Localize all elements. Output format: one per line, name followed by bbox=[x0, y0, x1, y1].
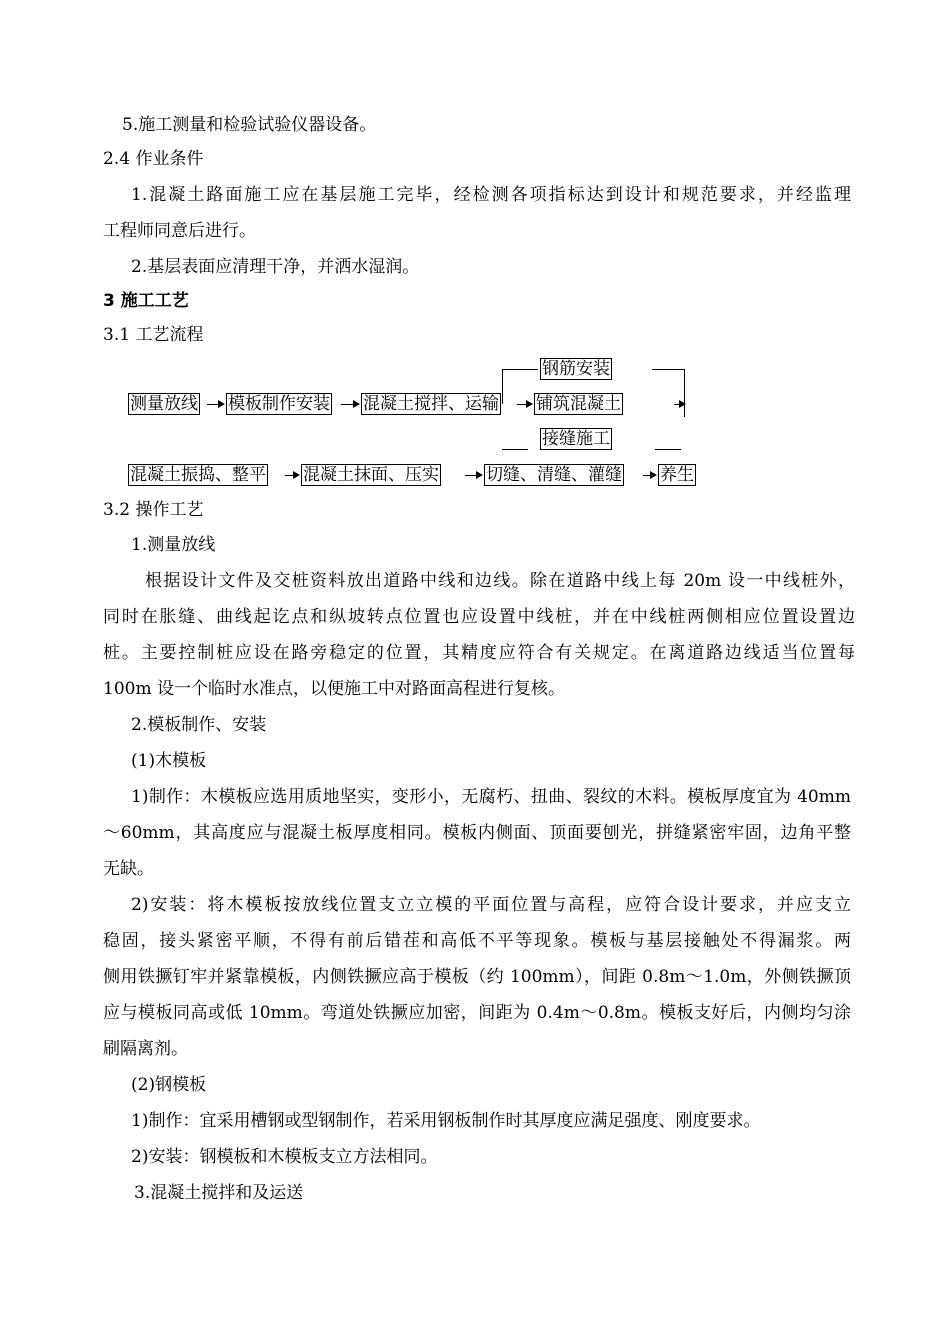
wood-make-line-3: 无缺。 bbox=[103, 859, 154, 879]
flow-box-vibrate: 混凝土振捣、整平 bbox=[130, 465, 266, 485]
flow-box-joints: 切缝、清缝、灌缝 bbox=[486, 465, 622, 485]
arrow-right-icon bbox=[650, 471, 657, 479]
bracket-line bbox=[684, 369, 685, 417]
flow-box-finish: 混凝土抹面、压实 bbox=[303, 465, 439, 485]
arrow-right-icon bbox=[679, 400, 686, 408]
para-survey-line-2: 同时在胀缝、曲线起讫点和纵坡转点位置也应设置中线桩，并在中线桩两侧相应位置设置边 bbox=[103, 607, 855, 627]
item-1-title: 1.测量放线 bbox=[131, 535, 216, 555]
arrow-right-icon bbox=[293, 471, 300, 479]
wood-make-line-2: ～60mm，其高度应与混凝土板厚度相同。模板内侧面、顶面要刨光，拼缝紧密牢固，边角平整 bbox=[103, 823, 851, 843]
steel-install: 2)安装：钢模板和木模板支立方法相同。 bbox=[131, 1147, 438, 1167]
arrow-right-icon bbox=[353, 400, 360, 408]
wood-install-line-5: 刷隔离剂。 bbox=[103, 1039, 188, 1059]
wood-formwork-title: (1)木模板 bbox=[131, 751, 207, 771]
bracket-line bbox=[502, 369, 503, 404]
wood-install-line-4: 应与模板同高或低 10mm。弯道处铁撅应加密，间距为 0.4m～0.8m。模板支好后，内侧均匀涂 bbox=[103, 1003, 851, 1023]
flow-box-survey: 测量放线 bbox=[130, 394, 198, 414]
flow-box-curing: 养生 bbox=[660, 465, 694, 485]
section-3-heading: 3 施工工艺 bbox=[103, 291, 189, 311]
para-survey-line-3: 桩。主要控制桩应设在路旁稳定的位置，其精度应符合有关规定。在离道路边线适当位置每 bbox=[103, 643, 855, 663]
steel-formwork-title: (2)钢模板 bbox=[131, 1075, 207, 1095]
flow-box-mixing: 混凝土搅拌、运输 bbox=[363, 394, 499, 414]
section-3-2-heading: 3.2 操作工艺 bbox=[103, 500, 204, 520]
section-3-1-heading: 3.1 工艺流程 bbox=[103, 325, 204, 345]
flow-box-paving: 铺筑混凝土 bbox=[536, 394, 621, 414]
item-3-title: 3.混凝土搅拌和及运送 bbox=[134, 1183, 304, 1203]
wood-install-line-3: 侧用铁撅钉牢并紧靠模板，内侧铁撅应高于模板（约 100mm），间距 0.8m～1.0m，外侧铁撅顶 bbox=[103, 967, 851, 987]
steel-make: 1)制作：宜采用槽钢或型钢制作，若采用钢板制作时其厚度应满足强度、刚度要求。 bbox=[131, 1111, 761, 1131]
condition-1-line-2: 工程师同意后进行。 bbox=[103, 221, 256, 241]
flow-box-rebar: 钢筋安装 bbox=[542, 359, 610, 379]
flow-box-formwork: 模板制作安装 bbox=[228, 394, 330, 414]
bracket-line bbox=[655, 449, 681, 450]
wood-make-line-1: 1)制作：木模板应选用质地坚实，变形小，无腐朽、扭曲、裂纹的木料。模板厚度宜为 40mm bbox=[131, 787, 851, 807]
flow-box-joint: 接缝施工 bbox=[542, 429, 610, 449]
bracket-line bbox=[502, 449, 528, 450]
condition-1-line-1: 1.混凝土路面施工应在基层施工完毕，经检测各项指标达到设计和规范要求，并经监理 bbox=[131, 185, 851, 205]
arrow-right-icon bbox=[526, 400, 533, 408]
equipment-item-5: 5.施工测量和检验试验仪器设备。 bbox=[122, 115, 377, 135]
wood-install-line-1: 2)安装：将木模板按放线位置支立立模的平面位置与高程，应符合设计要求，并应支立 bbox=[131, 895, 851, 915]
item-2-title: 2.模板制作、安装 bbox=[131, 715, 267, 735]
bracket-line bbox=[652, 369, 684, 370]
wood-install-line-2: 稳固，接头紧密平顺，不得有前后错茬和高低不平等现象。模板与基层接触处不得漏浆。两 bbox=[103, 931, 851, 951]
bracket-line bbox=[502, 369, 538, 370]
arrow-right-icon bbox=[476, 471, 483, 479]
para-survey-line-4: 100m 设一个临时水准点，以便施工中对路面高程进行复核。 bbox=[103, 679, 565, 699]
section-2-4-heading: 2.4 作业条件 bbox=[103, 149, 204, 169]
para-survey-line-1: 根据设计文件及交桩资料放出道路中线和边线。除在道路中线上每 20m 设一中线桩外， bbox=[145, 571, 855, 591]
condition-2: 2.基层表面应清理干净，并洒水湿润。 bbox=[131, 257, 420, 277]
arrow-right-icon bbox=[218, 400, 225, 408]
